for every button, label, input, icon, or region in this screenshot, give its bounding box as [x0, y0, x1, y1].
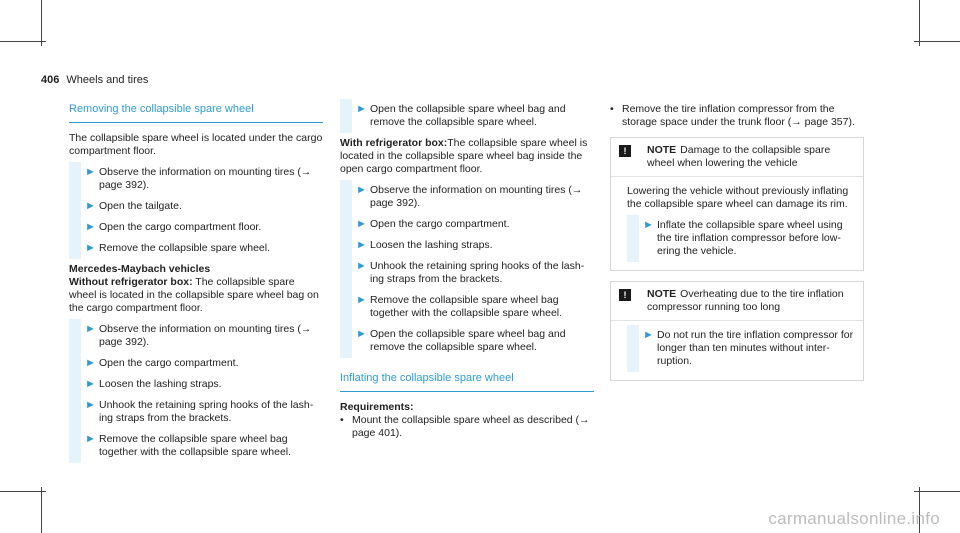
step-item: ► Remove the collapsible spare wheel bag together with the collapsible spare wheel. [69, 433, 323, 459]
step-arrow-icon: ► [356, 184, 367, 196]
crop-mark [41, 487, 42, 533]
step-item: ► Observe the information on mounting tires (→ page 392). [340, 184, 594, 210]
step-item: ► Open the cargo compartment floor. [69, 221, 323, 234]
section-title-inflating: Inflating the collapsible spare wheel [340, 372, 594, 392]
page-number: 406 [41, 74, 60, 86]
section-title-removing: Removing the collapsible spare wheel [69, 103, 323, 123]
step-item: ► Inflate the collapsible spare wheel using the tire inflation compressor before lowering the vehicle. [627, 219, 855, 258]
crop-mark [919, 0, 920, 46]
crop-mark [914, 41, 960, 42]
watermark: carmanualsonline.info [768, 509, 940, 528]
step-arrow-icon: ► [356, 260, 367, 272]
step-item: ► Open the collapsible spare wheel bag and remove the collapsible spare wheel. [340, 103, 594, 129]
step-item: ► Unhook the retaining spring hooks of the lashing straps from the brackets. [69, 399, 323, 425]
notice-title: Overheating due to the tire inflation compressor running too long [647, 288, 844, 313]
notice-title: Damage to the collapsible spare wheel when lowering the vehicle [647, 144, 831, 169]
step-item: ► Open the collapsible spare wheel bag and remove the collapsible spare wheel. [340, 328, 594, 354]
column-3 [610, 103, 864, 391]
step-item: ► Observe the information on mounting tires (→ page 392). [69, 323, 323, 349]
warning-icon: ! [619, 145, 631, 157]
step-item: ► Open the cargo compartment. [340, 218, 594, 231]
step-arrow-icon: ► [85, 200, 96, 212]
step-arrow-icon: ► [643, 219, 654, 231]
maybach-description: Without refrigerator box: The collapsible spare wheel is located in the collapsible spare wheel bag on the cargo compartment floor. [69, 276, 319, 314]
step-item: ► Unhook the retaining spring hooks of the lashing straps from the brackets. [340, 260, 594, 286]
step-arrow-icon: ► [85, 378, 96, 390]
step-arrow-icon: ► [85, 433, 96, 445]
page-header [41, 74, 148, 87]
bullet-icon: • [610, 103, 614, 115]
warning-icon: ! [619, 289, 631, 301]
step-item: ► Observe the information on mounting tires (→ page 392). [69, 166, 323, 192]
notice-body: Lowering the vehicle without previously inflating the collapsible spare wheel can damage its rim. [627, 185, 849, 210]
step-item: ► Loosen the lashing straps. [69, 378, 323, 391]
crop-mark [0, 491, 46, 492]
crop-mark [0, 41, 46, 42]
step-arrow-icon: ► [85, 242, 96, 254]
refrigerator-description: With refrigerator box:The collapsible spare wheel is located in the collapsible spare wheel bag inside the open cargo compartment floor. [340, 137, 588, 175]
notice-label: NOTE [647, 288, 677, 300]
notice-box [610, 281, 864, 381]
intro-text: The collapsible spare wheel is located under the cargo compartment floor. [69, 132, 323, 157]
maybach-heading: Mercedes-Maybach vehicles [69, 263, 211, 275]
bullet-icon: • [340, 414, 344, 426]
step-arrow-icon: ► [85, 166, 96, 178]
step-item: ► Do not run the tire inflation compressor for longer than ten minutes without interruption. [627, 329, 855, 368]
crop-mark [914, 491, 960, 492]
step-arrow-icon: ► [356, 294, 367, 306]
step-arrow-icon: ► [85, 323, 96, 335]
step-item: ► Remove the collapsible spare wheel. [69, 242, 323, 255]
notice-box [610, 137, 864, 271]
step-item: ► Open the tailgate. [69, 200, 323, 213]
list-item: • Remove the tire inflation compressor from the storage space under the trunk floor (→ page 357). [610, 103, 855, 128]
column-2 [340, 103, 594, 448]
requirements-label: Requirements: [340, 401, 414, 413]
crop-mark [41, 0, 42, 46]
step-arrow-icon: ► [356, 103, 367, 115]
step-arrow-icon: ► [356, 328, 367, 340]
chapter-title: Wheels and tires [66, 74, 149, 86]
step-arrow-icon: ► [356, 218, 367, 230]
step-arrow-icon: ► [85, 399, 96, 411]
step-arrow-icon: ► [85, 357, 96, 369]
step-item: ► Remove the collapsible spare wheel bag together with the collapsible spare wheel. [340, 294, 594, 320]
step-arrow-icon: ► [643, 329, 654, 341]
step-arrow-icon: ► [85, 221, 96, 233]
step-item: ► Open the cargo compartment. [69, 357, 323, 370]
column-1 [69, 103, 323, 467]
step-arrow-icon: ► [356, 239, 367, 251]
requirement-item: • Mount the collapsible spare wheel as described (→ page 401). [340, 414, 590, 439]
step-item: ► Loosen the lashing straps. [340, 239, 594, 252]
notice-label: NOTE [647, 144, 677, 156]
